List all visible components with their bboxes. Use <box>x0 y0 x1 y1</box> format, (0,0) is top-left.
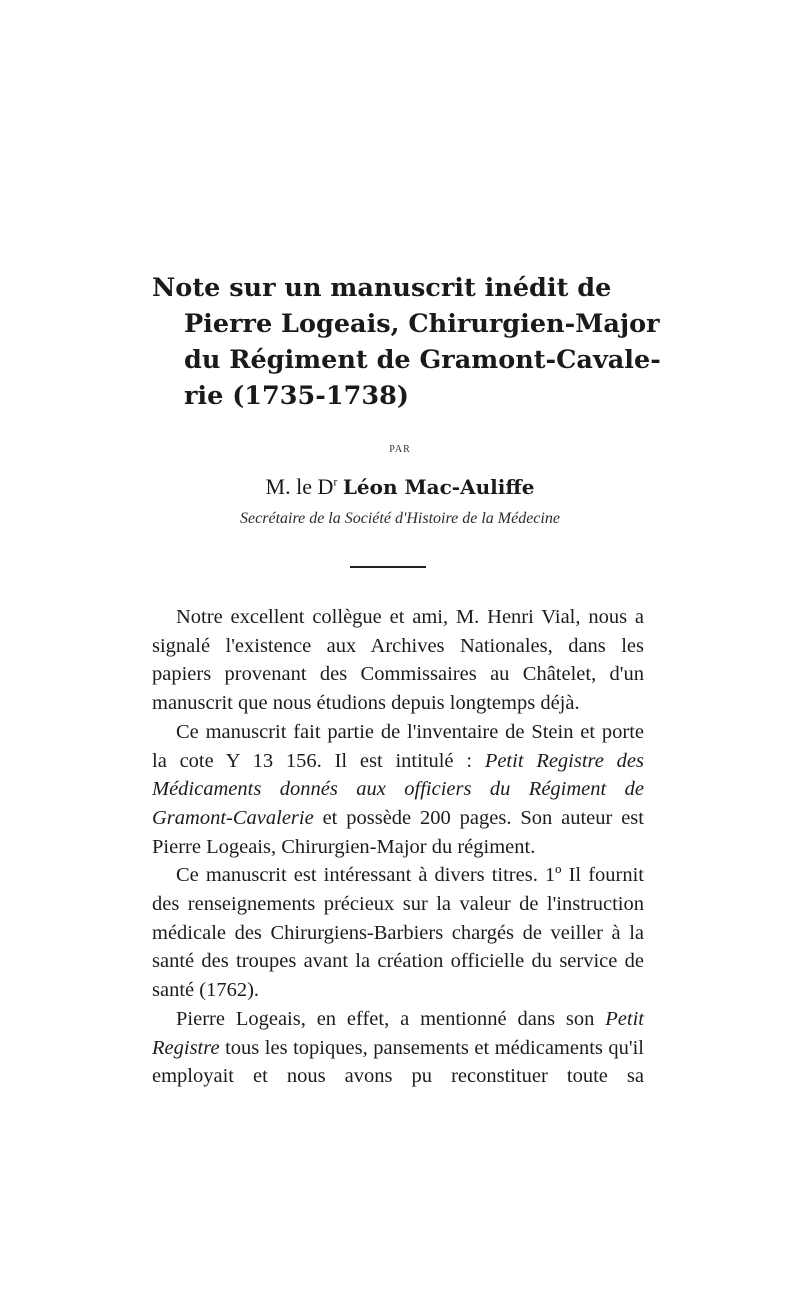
author-prefix: M. le D <box>265 474 334 499</box>
paragraph-4-text-a: Pierre Logeais, en effet, a mentionné dans son <box>176 1007 606 1030</box>
paragraph-2 <box>152 718 644 862</box>
paragraph-2-text-a: Ce manuscrit fait partie de l'inventaire de Stein et porte la cote Y 13 156. Il est intitulé : <box>152 720 644 772</box>
paragraph-3: Ce manuscrit est intéressant à divers titres. 1º Il fournit des renseignements précieux sur la valeur de l'instruction médicale des Chirurgiens-Barbiers chargés de veiller à la santé des troupes avant la création officielle du service de santé (1762). <box>152 864 644 1002</box>
title-line-2: Pierre Logeais, Chirurgien-Major <box>184 309 660 339</box>
paragraph-4 <box>152 1005 644 1091</box>
article-title <box>152 270 672 414</box>
paragraph-2-text-b: et possède 200 pages. Son auteur est Pierre Logeais, Chirurgien-Major du régiment. <box>152 806 644 858</box>
author-affiliation: Secrétaire de la Société d'Histoire de la Médecine <box>240 510 560 527</box>
manuscript-title: Petit Registre des Médicaments donnés aux officiers du Régiment de Gramont-Cavalerie <box>152 749 644 829</box>
byline-par: PAR <box>389 444 411 455</box>
title-line-3: du Régiment de Gramont-Cavale- <box>184 345 661 375</box>
author-name: Léon Mac-Auliffe <box>342 475 535 499</box>
manuscript-short-title: Petit Registre <box>152 1007 644 1059</box>
section-divider <box>350 566 426 568</box>
title-line-1: Note sur un manuscrit inédit de <box>152 273 612 303</box>
article-body <box>152 603 644 1091</box>
author-line <box>0 474 800 500</box>
paragraph-4-text-b: tous les topiques, pansements et médicaments qu'il employait et nous avons pu reconstituer toute sa <box>152 1036 644 1088</box>
title-line-4: rie (1735-1738) <box>184 381 409 411</box>
author-title-sup: r <box>333 474 338 489</box>
paragraph-1: Notre excellent collègue et ami, M. Henri Vial, nous a signalé l'existence aux Archives Nationales, dans les papiers provenant des Commissaires au Châtelet, d'un manuscrit que nous étudions depuis longtemps déjà. <box>152 606 644 715</box>
